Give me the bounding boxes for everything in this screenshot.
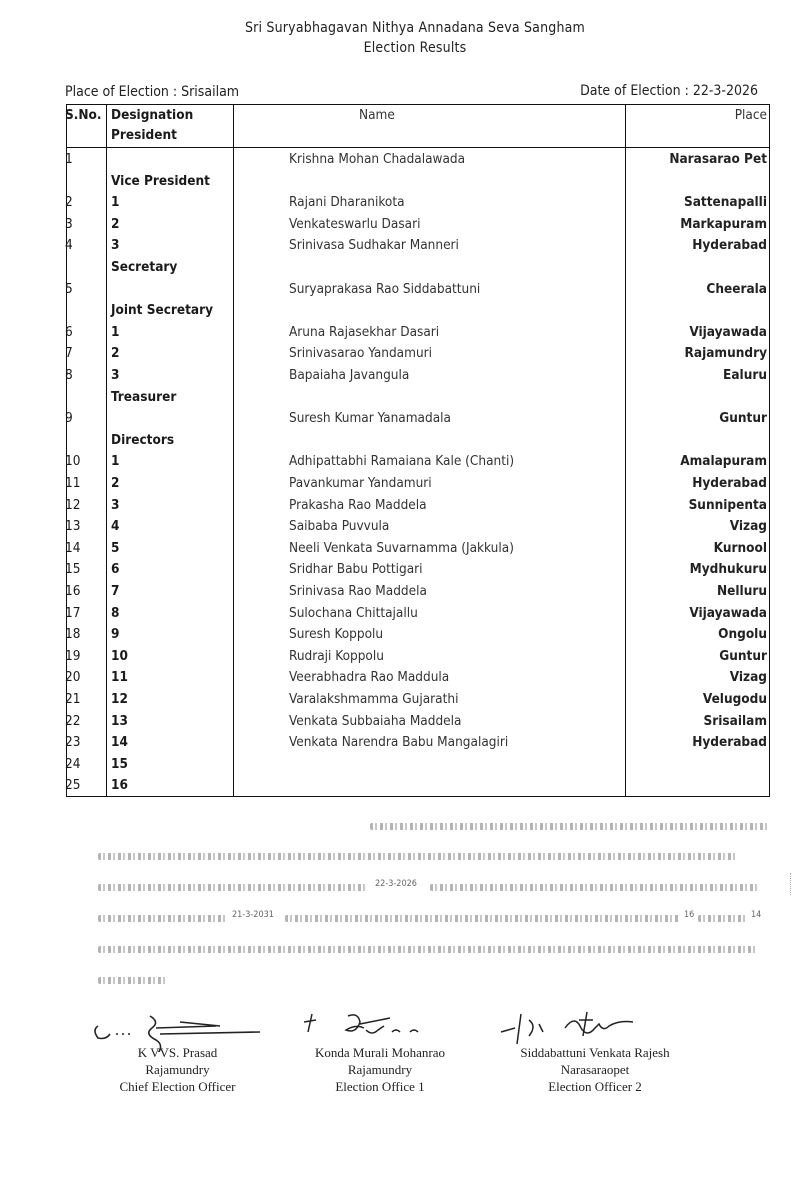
row-name: Srinivasarao Yandamuri [289,345,433,362]
row-sno: 1 [65,151,73,167]
row-place: Guntur [719,647,767,664]
count-a: 16 [684,910,695,920]
row-name: Venkateswarlu Dasari [289,215,421,232]
column-divider [233,105,234,796]
row-sno: 3 [65,215,73,232]
row-sno: 24 [65,755,81,772]
row-place: Markapuram [680,215,767,232]
row-sno: 12 [65,496,81,513]
row-name: Srinivasa Rao Maddela [289,583,427,599]
row-name: Suresh Koppolu [289,626,384,643]
row-name: Suryaprakasa Rao Siddabattuni [289,280,481,297]
row-sno: 23 [65,734,81,751]
signatory-name: Siddabattuni Venkata Rajesh [520,1045,670,1060]
signatory-place: Rajamundry [347,1062,413,1077]
row-number: 8 [111,604,120,621]
text-line [370,823,770,830]
section-label: Directors [111,431,175,448]
text-line [98,853,738,860]
row-name: Neeli Venkata Suvarnamma (Jakkula) [289,539,514,556]
row-name: Varalakshmamma Gujarathi [289,691,459,707]
text-line [98,884,368,891]
count-b: 14 [751,910,762,920]
row-place: Hyderabad [692,475,767,491]
signatory-place: Rajamundry [145,1062,210,1077]
row-sno: 22 [65,712,81,729]
row-place: Vizag [729,518,767,535]
row-sno: 15 [65,561,81,578]
row-place: Vijayawada [689,604,767,621]
text-line [98,946,758,953]
row-name: Sulochana Chittajallu [289,604,418,621]
date-start: 22-3-2026 [375,879,417,889]
row-number: 1 [111,194,120,211]
row-number: 2 [111,475,120,491]
row-sno: 9 [65,410,73,427]
section-label: Treasurer [111,388,177,405]
row-number: 3 [111,367,120,383]
row-place: Ealuru [723,367,767,383]
row-place: Srisailam [703,712,767,729]
row-name: Suresh Kumar Yanamadala [289,410,451,427]
row-number: 10 [111,647,128,664]
section-label: Vice President [111,172,210,189]
row-number: 2 [111,215,120,232]
header-sno: S.No. [65,107,102,123]
row-number: 1 [111,453,120,470]
row-place: Velugodu [702,691,767,707]
row-number: 11 [111,669,128,686]
row-sno: 25 [65,777,81,794]
row-place: Vijayawada [689,323,767,340]
row-number: 13 [111,712,128,729]
row-number: 2 [111,345,120,362]
section-label: President [111,127,177,143]
row-name: Veerabhadra Rao Maddula [289,669,450,686]
text-line [98,977,168,984]
row-number: 12 [111,691,128,707]
signatory-name: Konda Murali Mohanrao [315,1045,445,1060]
row-number: 1 [111,323,120,340]
row-name: Krishna Mohan Chadalawada [289,151,466,167]
signatory-1 [85,1044,270,1095]
row-name: Aruna Rajasekhar Dasari [289,323,440,340]
row-number: 3 [111,237,120,254]
row-sno: 10 [65,453,81,470]
row-name: Srinivasa Sudhakar Manneri [289,237,459,254]
signatory-3 [495,1044,695,1095]
signatory-2 [280,1044,480,1095]
signatory-role: Election Officer 2 [548,1079,642,1094]
row-name: Sridhar Babu Pottigari [289,561,423,578]
row-number: 5 [111,539,120,556]
row-place: Hyderabad [692,237,767,254]
row-place: Guntur [719,410,767,427]
text-line [430,884,760,891]
telugu-paragraph [0,815,808,1005]
row-sno: 17 [65,604,81,621]
row-number: 6 [111,561,120,578]
row-place: Sunnipenta [688,496,767,513]
row-place: Kurnool [713,539,767,556]
text-line [698,915,748,922]
row-place: Vizag [729,669,767,686]
text-line [285,915,680,922]
row-sno: 6 [65,323,73,340]
signatory-role: Election Office 1 [335,1079,425,1094]
row-name: Venkata Subbaiaha Maddela [289,712,462,729]
row-number: 3 [111,496,120,513]
row-place: Rajamundry [684,345,767,362]
row-place: Nelluru [716,583,767,599]
row-sno: 11 [65,475,81,491]
row-sno: 20 [65,669,81,686]
column-divider [106,105,107,796]
row-name: Pavankumar Yandamuri [289,475,432,491]
row-name: Prakasha Rao Maddela [289,496,427,513]
place-of-election: Place of Election : Srisailam [65,84,240,100]
header-name: Name [359,107,395,123]
results-table [66,104,770,797]
document-subtitle: Election Results [363,40,467,56]
header-divider [67,147,769,148]
text-line [98,915,228,922]
row-name: Bapaiaha Javangula [289,367,410,383]
signatory-place: Narasaraopet [560,1062,630,1077]
row-sno: 19 [65,647,81,664]
row-place: Mydhukuru [689,561,767,578]
row-sno: 4 [65,237,73,254]
column-divider [625,105,626,796]
row-number: 4 [111,518,120,535]
row-sno: 18 [65,626,81,643]
row-place: Hyderabad [692,734,767,751]
row-place: Sattenapalli [683,194,767,211]
section-label: Secretary [111,259,178,275]
row-sno: 7 [65,345,73,362]
section-label: Joint Secretary [111,302,214,319]
date-of-election: Date of Election : 22-3-2026 [580,83,758,99]
row-name: Saibaba Puvvula [289,518,390,535]
row-sno: 16 [65,583,81,599]
header-designation: Designation [111,107,194,123]
row-name: Venkata Narendra Babu Mangalagiri [289,734,509,751]
row-place: Amalapuram [680,453,767,470]
date-end: 21-3-2031 [232,910,274,920]
row-sno: 21 [65,691,81,707]
row-name: Adhipattabhi Ramaiana Kale (Chanti) [289,453,515,470]
row-place: Cheerala [706,280,767,297]
row-number: 14 [111,734,128,751]
row-sno: 14 [65,539,81,556]
row-name: Rudraji Koppolu [289,647,384,664]
row-sno: 2 [65,194,73,211]
row-number: 9 [111,626,120,643]
row-number: 16 [111,777,128,794]
document-title: Sri Suryabhagavan Nithya Annadana Seva Sangham [244,20,586,36]
signatory-role: Chief Election Officer [119,1079,236,1094]
row-place: Narasarao Pet [669,151,767,167]
row-sno: 8 [65,367,73,383]
row-sno: 13 [65,518,81,535]
row-name: Rajani Dharanikota [289,194,405,211]
header-place: Place [734,107,767,123]
row-number: 7 [111,583,120,599]
row-number: 15 [111,755,128,772]
row-sno: 5 [65,280,73,297]
row-place: Ongolu [718,626,767,643]
margin-mark [790,873,801,895]
signatory-name: K VVS. Prasad [137,1045,218,1060]
